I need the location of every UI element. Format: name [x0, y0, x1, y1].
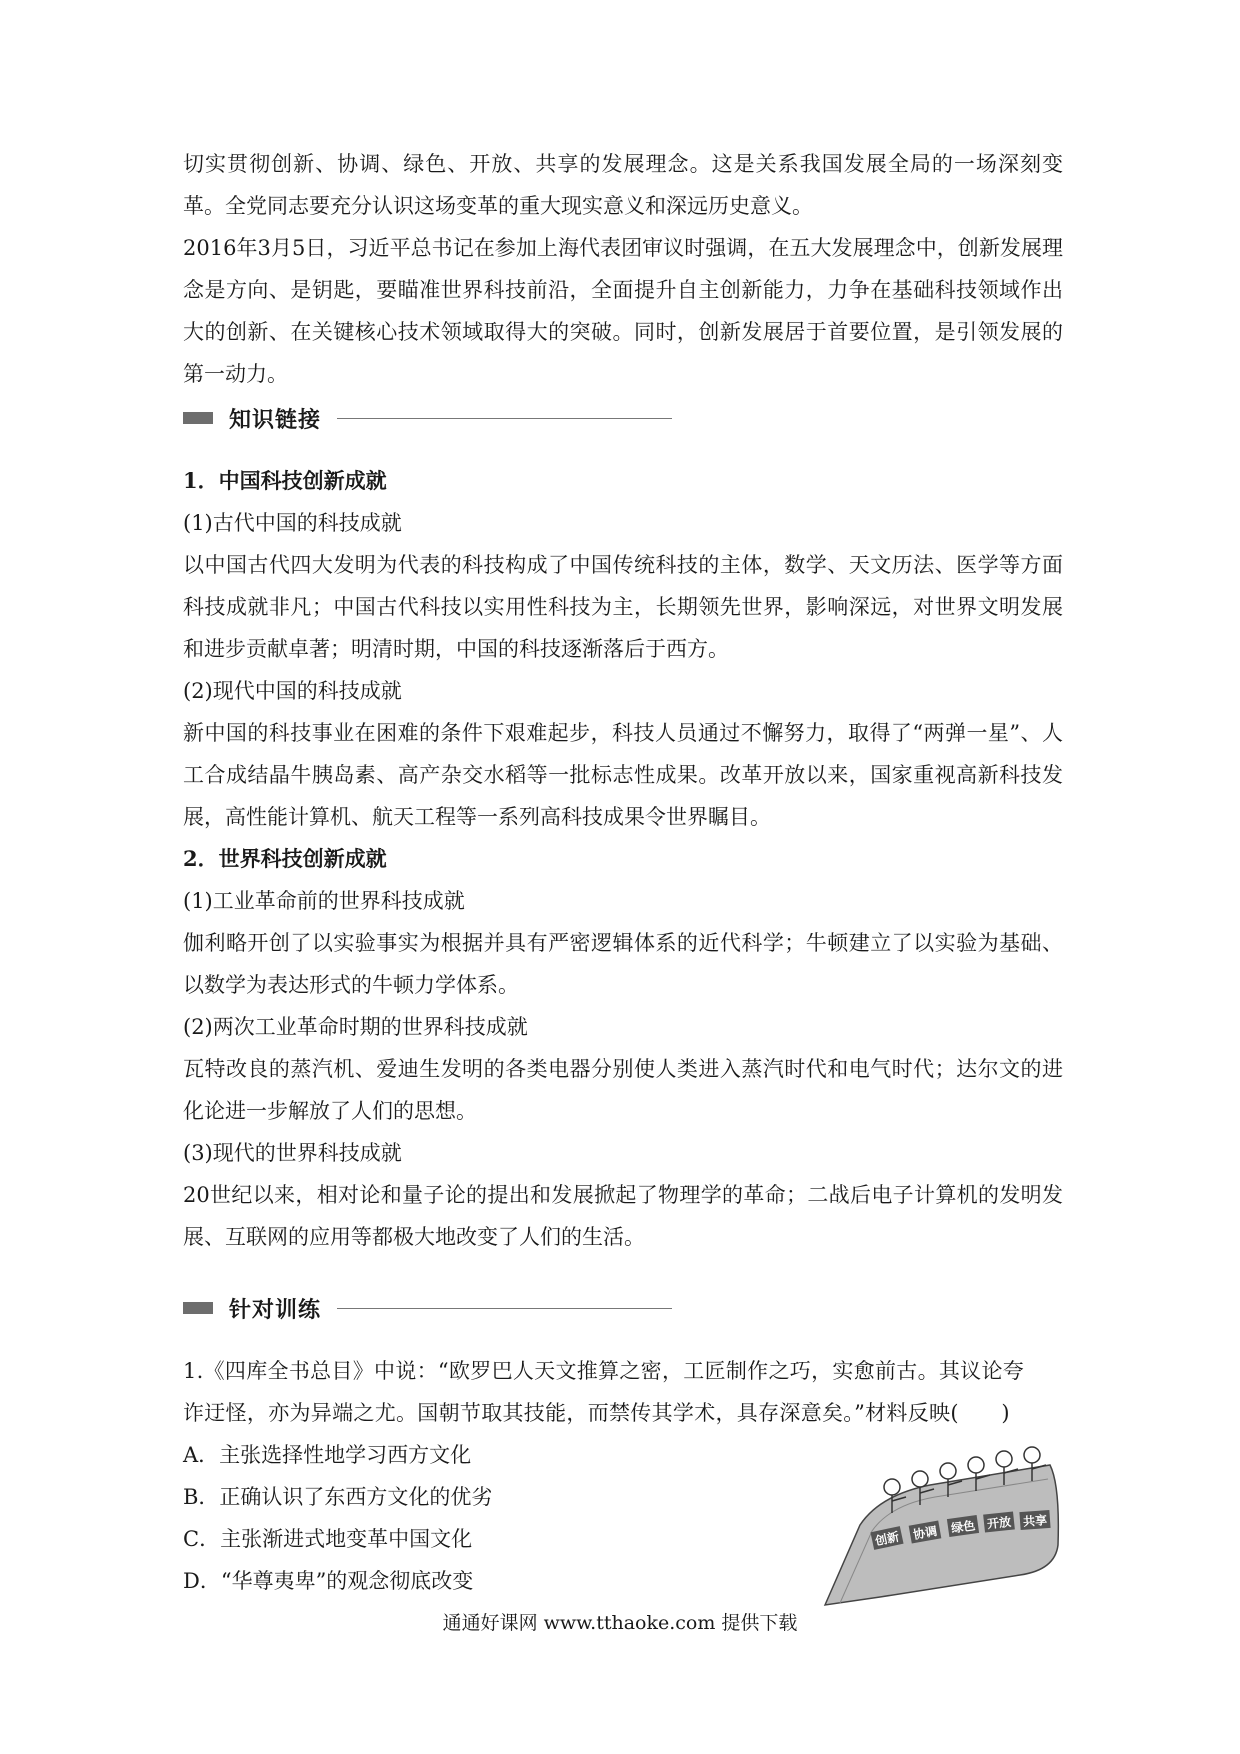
question-1-line-2: 诈迂怪，亦为异端之尤。国朝节取其技能，而禁传其学术，具存深意矣。”材料反映( )	[183, 1401, 1010, 1425]
illustration-label: 协调	[912, 1524, 939, 1542]
illustration-label: 创新	[874, 1529, 901, 1549]
illustration-label: 绿色	[950, 1518, 977, 1536]
section-heading-knowledge	[183, 397, 672, 439]
section-title: 针对训练	[229, 1297, 322, 1323]
subsection-title-modern-china: (2)现代中国的科技成就	[183, 679, 402, 703]
question-1-line-1: 1.《四库全书总目》中说：“欧罗巴人天文推算之密，工匠制作之巧，实愈前古。其议论夸	[183, 1359, 1025, 1383]
section-divider	[337, 418, 672, 419]
subsection-title-industrial: (2)两次工业革命时期的世界科技成就	[183, 1015, 528, 1039]
option-b: B．正确认识了东西方文化的优劣	[183, 1485, 493, 1509]
option-c: C．主张渐进式地变革中国文化	[183, 1527, 473, 1551]
five-concepts-illustration	[820, 1425, 1070, 1610]
subsection-title-modern-world: (3)现代的世界科技成就	[183, 1141, 402, 1165]
illustration-label: 共享	[1022, 1513, 1048, 1529]
section-heading-training	[183, 1287, 672, 1329]
paragraph-industrial: 瓦特改良的蒸汽机、爱迪生发明的各类电器分别使人类进入蒸汽时代和电气时代；达尔文的进化论进一步解放了人们的思想。	[183, 1057, 1063, 1123]
page-footer: 通通好课网 www.tthaoke.com 提供下载	[442, 1612, 798, 1634]
paragraph-ancient-china: 以中国古代四大发明为代表的科技构成了中国传统科技的主体，数学、天文历法、医学等方面科技成就非凡；中国古代科技以实用性科技为主，长期领先世界，影响深远，对世界文明发展和进步贡献卓著；明清时期，中国的科技逐渐落后于西方。	[183, 553, 1063, 661]
intro-paragraph-1: 切实贯彻创新、协调、绿色、开放、共享的发展理念。这是关系我国发展全局的一场深刻变革。全党同志要充分认识这场变革的重大现实意义和深远历史意义。	[183, 152, 1063, 218]
subsection-title-pre-industrial: (1)工业革命前的世界科技成就	[183, 889, 465, 913]
subsection-title-ancient-china: (1)古代中国的科技成就	[183, 511, 402, 535]
subsection-title-china: 1．中国科技创新成就	[183, 468, 387, 493]
section-divider	[337, 1308, 672, 1309]
subsection-title-world: 2．世界科技创新成就	[183, 846, 387, 871]
section-marker-icon	[183, 412, 213, 424]
illustration-label: 开放	[986, 1514, 1012, 1532]
paragraph-modern-china: 新中国的科技事业在困难的条件下艰难起步，科技人员通过不懈努力，取得了“两弹一星”、人工合成结晶牛胰岛素、高产杂交水稻等一批标志性成果。改革开放以来，国家重视高新科技发展，高性能计算机、航天工程等一系列高科技成果令世界瞩目。	[183, 721, 1063, 829]
paragraph-pre-industrial: 伽利略开创了以实验事实为根据并具有严密逻辑体系的近代科学；牛顿建立了以实验为基础、以数学为表达形式的牛顿力学体系。	[183, 931, 1063, 997]
section-title: 知识链接	[229, 407, 322, 433]
option-d: D．“华尊夷卑”的观念彻底改变	[183, 1569, 474, 1593]
section-marker-icon	[183, 1302, 213, 1314]
paragraph-modern-world: 20世纪以来，相对论和量子论的提出和发展掀起了物理学的革命；二战后电子计算机的发明发展、互联网的应用等都极大地改变了人们的生活。	[183, 1183, 1063, 1249]
option-a: A．主张选择性地学习西方文化	[183, 1443, 472, 1467]
intro-paragraph-2: 2016年3月5日，习近平总书记在参加上海代表团审议时强调，在五大发展理念中，创新发展理念是方向、是钥匙，要瞄准世界科技前沿，全面提升自主创新能力，力争在基础科技领域作出大的创新、在关键核心技术领域取得大的突破。同时，创新发展居于首要位置，是引领发展的第一动力。	[183, 236, 1063, 386]
